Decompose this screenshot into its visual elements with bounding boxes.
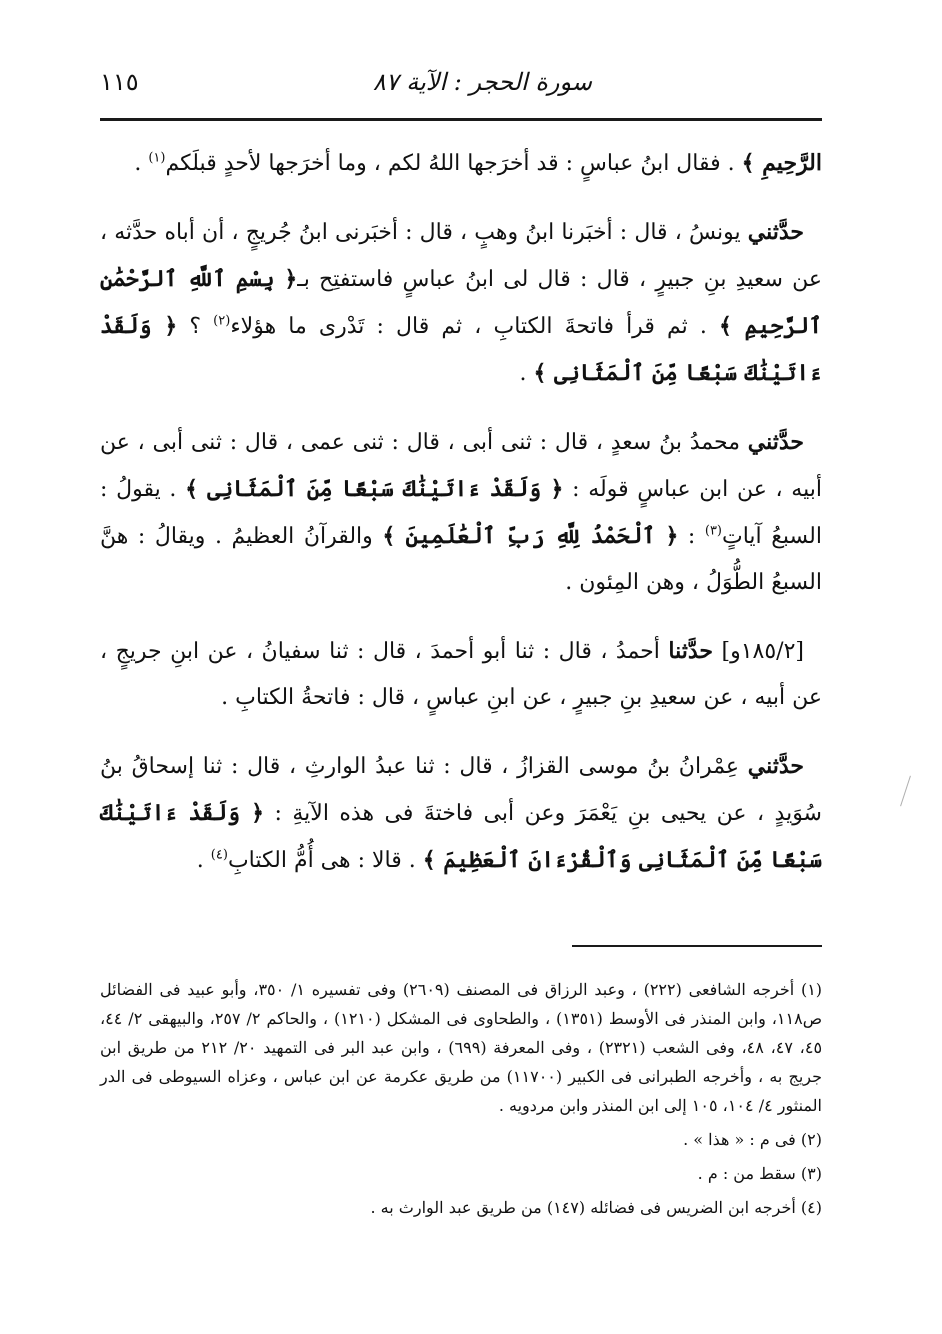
paragraph-end: . [196,848,211,873]
quran-quote: الرَّحِيمِ ﴾ [741,150,822,176]
paragraph-end: . [519,361,534,386]
paragraph-text: يونسُ ، قال : أخبَرنا ابنُ وهبٍ ، قال : أخبَرنى ابنُ جُريجٍ ، أن أباه حدَّثه ، عن سعيدِ بنِ جبيرٍ ، قال : قال لى ابنُ عباسٍ فاستفتِح بـ [100,220,822,292]
isnad-lead: حدَّثني [747,219,804,245]
paragraph-text-3: ؟ [177,314,214,339]
footnote-ref-4[interactable]: (٤) [210,847,228,863]
paragraph-end: . [134,151,149,176]
header-rule [100,118,822,121]
page-number: ١١٥ [100,68,139,96]
isnad-lead: حدَّثنا [668,638,714,664]
footnote-ref-1[interactable]: (١) [148,150,166,166]
paragraph-text: أحمدُ ، قال : ثنا أبو أحمدَ ، قال : ثنا سفيانُ ، عن ابنِ جريجٍ ، عن أبيه ، عن سعيدِ بنِ جبيرٍ ، عن ابنِ عباسٍ ، قال : فاتحةُ الكتابِ . [100,639,822,710]
paragraph-1 [100,140,822,187]
quran-quote: ﴿ وَلَقَدْ ءَاتَيْنَٰكَ سَبْعًا مِّنَ ٱلْمَثَانِى وَٱلْقُرْءَانَ ٱلْعَظِيمَ ﴾ [100,800,822,873]
isnad-lead: حدَّثني [747,429,805,455]
paragraph-3 [100,419,822,606]
footnote-4: (٤) أخرجه ابن الضريس فى فضائله (١٤٧) من طريق عبد الوارث به . [370,1198,822,1217]
footnote-ref-3[interactable]: (٣) [704,523,722,539]
page-header [100,62,822,110]
footnote-2: (٢) فى م : « هذا » . [683,1130,822,1149]
paragraph-2 [100,209,822,397]
paragraph-text: . فقال ابنُ عباسٍ : قد أخرَجها اللهُ لكم ، وما أخرَجها لأحدٍ قبلَكم [165,151,742,176]
paragraph-text: محمدُ بنُ سعدٍ ، قال : ثنى أبى ، قال : ثنى عمى ، قال : ثنى أبى ، عن أبيه ، عن ابن عباسٍ قولَه : [100,430,822,502]
isnad-lead: حدَّثني [747,753,804,779]
quran-quote-2: ﴿ ٱلْحَمْدُ لِلَّهِ رَبِّ ٱلْعَٰلَمِينَ ﴾ [382,523,679,549]
paragraph-text-2: . قالا : هى أُمُّ الكتابِ [227,848,423,873]
manuscript-ref: [١٨٥/٢و] [713,639,804,664]
running-title: سورة الحجر : الآية ٨٧ [372,68,592,96]
footnote-1: (١) أخرجه الشافعى (٢٢٢) ، وعبد الرزاق فى المصنف (٢٦٠٩) وفى تفسيره ١/ ٣٥٠، وأبو عبيد فى الفضائل ص١١٨، وابن المنذر فى الأوسط (١٣٥١) ، والطحاوى فى المشكل (١٢١٠) ، والحاكم ٢/ ٢٥٧، والبيهقى ٢/ ٤٤، ٤٥، ٤٧، ٤٨، وفى الشعب (٢٣٢١) ، وفى المعرفة (٦٩٩) ، وابن عبد البر فى التمهيد ٢٠/ ٢١٢ من طريق ابن جريج به ، وأخرجه الطبرانى فى الكبير (١١٧٠٠) من طريق عكرمة عن ابن عباس ، وعزاه السيوطى فى الدر المنثور ٤/ ١٠٤، ١٠٥ إلى ابن المنذر وابن مردويه . [100,980,823,1115]
quran-quote: ﴿ بِسْمِ ٱللَّهِ ٱلرَّحْمَٰنِ ٱلرَّحِيمِ ﴾ [100,266,822,339]
footnote-3: (٣) سقط من : م . [697,1164,822,1183]
paragraph-5 [100,743,822,884]
main-text [100,140,822,906]
scan-mark [900,776,911,807]
paragraph-text-3: : [678,524,705,549]
quran-quote-2: ﴿ وَلَقَدْ ءَاتَيْنَٰكَ سَبْعًا مِّنَ ٱلْمَثَانِى ﴾ [100,313,822,386]
footnote-ref-2[interactable]: (٢) [213,313,231,329]
paragraph-text-2: . يقولُ : السبعُ آياتٍ [100,477,822,549]
footnote-rule [572,945,822,947]
footnotes [100,975,822,1227]
paragraph-text-2: . ثم قرأ فاتحةَ الكتابِ ، ثم قال : تَدْرى ما هؤلاء [230,314,719,339]
paragraph-end: والقرآنُ العظيمُ . ويقالُ : هنَّ السبعُ الطُّوَلُ ، وهن المِئون . [100,524,822,595]
quran-quote: ﴿ وَلَقَدْ ءَاتَيْنَٰكَ سَبْعًا مِّنَ ٱلْمَثَانِى ﴾ [185,476,564,502]
paragraph-4 [100,628,822,721]
paragraph-text: عِمْرانُ بنُ موسى القزازُ ، قال : ثنا عبدُ الوارثِ ، قال : ثنا إسحاقُ بنُ سُوَيدٍ ، عن يحيى بنِ يَعْمَرَ وعن أبى فاختةَ فى هذه الآيةِ : [100,754,822,826]
